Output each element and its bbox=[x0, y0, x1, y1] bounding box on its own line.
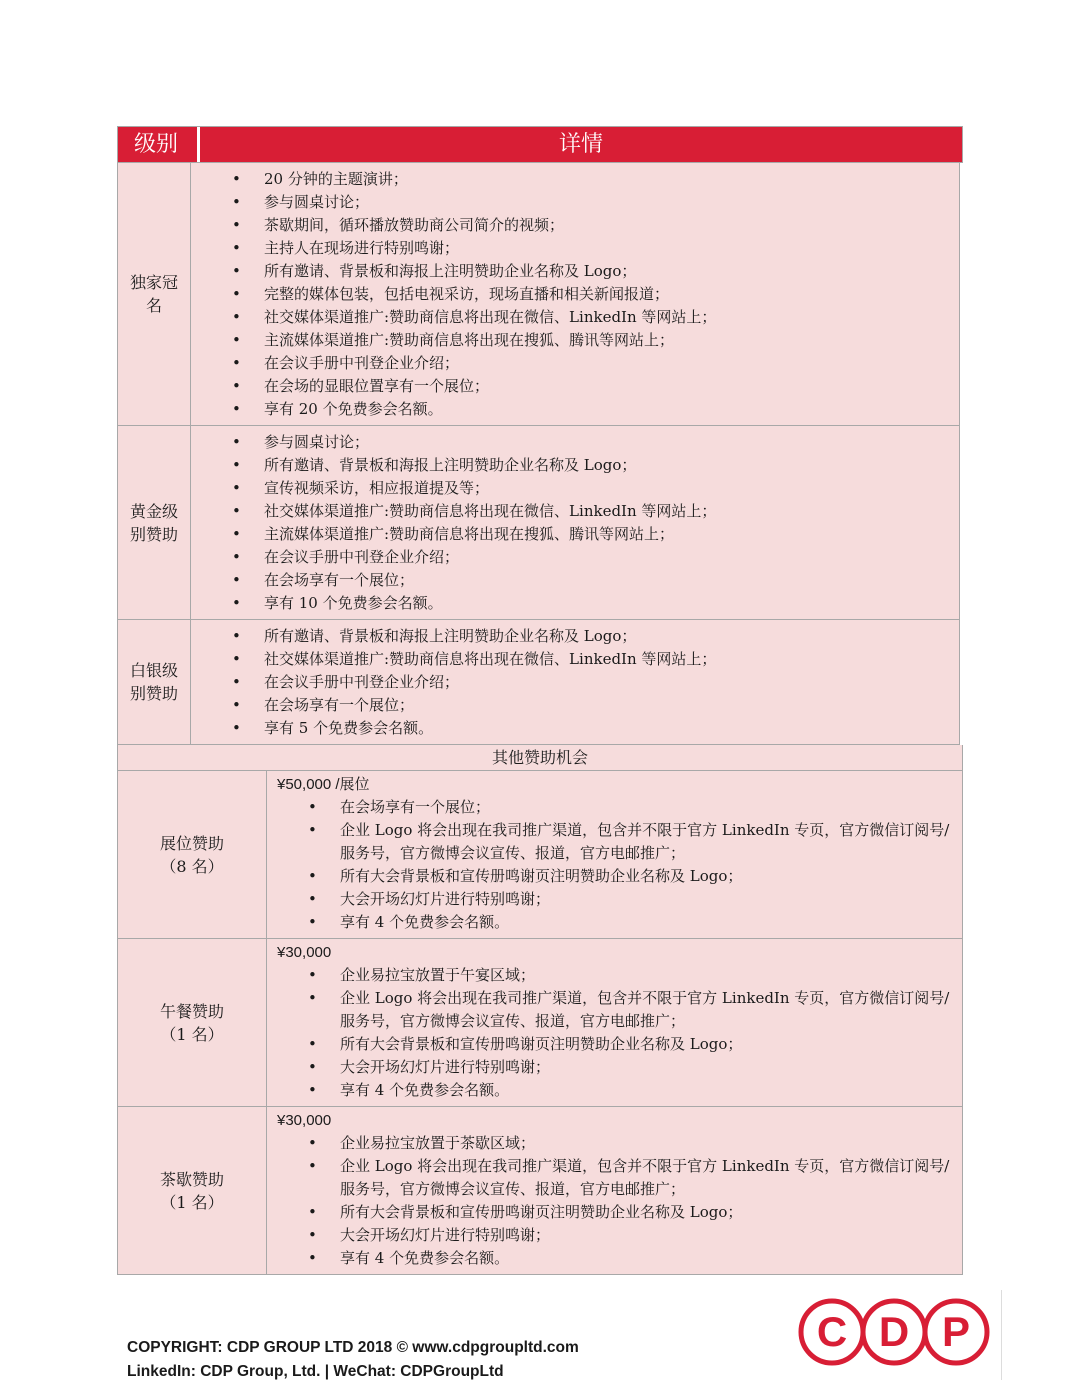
list-item: • 社交媒体渠道推广:赞助商信息将出现在微信、LinkedIn 等网站上； bbox=[264, 306, 959, 329]
tier-row-exclusive bbox=[117, 163, 960, 426]
opp-row-lunch bbox=[117, 939, 963, 1107]
other-opportunities-title: 其他赞助机会 bbox=[117, 745, 963, 771]
list-item: • 所有大会背景板和宣传册鸣谢页注明赞助企业名称及 Logo； bbox=[340, 865, 950, 888]
opp-count: （1 名） bbox=[160, 1192, 224, 1212]
opp-name: 茶歇赞助 bbox=[159, 1169, 224, 1189]
tier-row-gold bbox=[117, 426, 960, 620]
opp-name: 午餐赞助 bbox=[159, 1001, 224, 1021]
opp-body bbox=[267, 771, 962, 938]
tier-benefits bbox=[118, 620, 959, 744]
list-item: • 所有邀请、背景板和海报上注明赞助企业名称及 Logo； bbox=[264, 454, 959, 477]
opp-body bbox=[267, 1107, 962, 1274]
list-item: • 主持人在现场进行特别鸣谢； bbox=[264, 237, 959, 260]
list-item: • 主流媒体渠道推广:赞助商信息将出现在搜狐、腾讯等网站上； bbox=[264, 329, 959, 352]
list-item: • 企业 Logo 将会出现在我司推广渠道，包含并不限于官方 LinkedIn 专页，官方微信订阅号/服务号，官方微博会议宣传、报道，官方电邮推广； bbox=[340, 819, 950, 865]
list-item: • 社交媒体渠道推广:赞助商信息将出现在微信、LinkedIn 等网站上； bbox=[264, 500, 959, 523]
tier-label-text: 黄金级别赞助 bbox=[129, 501, 178, 544]
list-item: • 所有大会背景板和宣传册鸣谢页注明赞助企业名称及 Logo； bbox=[340, 1033, 950, 1056]
list-item: • 在会场享有一个展位； bbox=[264, 694, 959, 717]
header-detail: 详情 bbox=[558, 132, 603, 157]
opp-label-text bbox=[160, 1000, 224, 1046]
opp-label-text bbox=[160, 832, 224, 878]
opp-count: （1 名） bbox=[160, 1024, 224, 1044]
tier-label bbox=[118, 620, 191, 744]
logo-divider bbox=[1001, 1290, 1002, 1380]
opp-benefits bbox=[277, 964, 950, 1102]
opp-benefits bbox=[277, 1132, 950, 1270]
footer bbox=[127, 1336, 579, 1384]
opp-label-text bbox=[160, 1168, 224, 1214]
list-item: • 完整的媒体包装，包括电视采访，现场直播和相关新闻报道； bbox=[264, 283, 959, 306]
list-item: • 享有 4 个免费参会名额。 bbox=[340, 1079, 950, 1102]
opp-benefits bbox=[277, 796, 950, 934]
list-item: • 企业易拉宝放置于茶歇区域； bbox=[340, 1132, 950, 1155]
tier-benefits bbox=[118, 163, 959, 425]
list-item: • 享有 5 个免费参会名额。 bbox=[264, 717, 959, 740]
tier-label-text: 白银级别赞助 bbox=[129, 661, 178, 703]
tier-row-silver bbox=[117, 620, 960, 745]
opp-row-tea-break bbox=[117, 1107, 963, 1275]
list-item: • 大会开场幻灯片进行特别鸣谢； bbox=[340, 888, 950, 911]
opp-body bbox=[267, 939, 962, 1106]
social-line: LinkedIn: CDP Group, Ltd. | WeChat: CDPGroupLtd bbox=[127, 1363, 504, 1380]
list-item: • 在会场享有一个展位； bbox=[264, 569, 959, 592]
list-item: • 大会开场幻灯片进行特别鸣谢； bbox=[340, 1056, 950, 1079]
list-item: • 企业 Logo 将会出现在我司推广渠道，包含并不限于官方 LinkedIn 专页，官方微信订阅号/服务号，官方微博会议宣传、报道，官方电邮推广； bbox=[340, 1155, 950, 1201]
list-item: • 在会场享有一个展位； bbox=[340, 796, 950, 819]
header-level: 级别 bbox=[133, 132, 178, 157]
list-item: • 企业 Logo 将会出现在我司推广渠道，包含并不限于官方 LinkedIn 专页，官方微信订阅号/服务号，官方微博会议宣传、报道，官方电邮推广； bbox=[340, 987, 950, 1033]
logo-letter-p: P bbox=[941, 1308, 971, 1355]
opp-row-booth bbox=[117, 771, 963, 939]
list-item: • 享有 20 个免费参会名额。 bbox=[264, 398, 959, 421]
list-item: • 享有 4 个免费参会名额。 bbox=[340, 911, 950, 934]
opp-price: ¥30,000 bbox=[277, 944, 332, 961]
opp-label bbox=[118, 1107, 267, 1274]
list-item: • 参与圆桌讨论； bbox=[264, 191, 959, 214]
logo-letter-c: C bbox=[816, 1308, 848, 1355]
list-item: • 享有 4 个免费参会名额。 bbox=[340, 1247, 950, 1270]
list-item: • 在会议手册中刊登企业介绍； bbox=[264, 352, 959, 375]
tier-benefits bbox=[118, 426, 959, 619]
cdp-logo bbox=[797, 1297, 992, 1367]
list-item: • 所有邀请、背景板和海报上注明赞助企业名称及 Logo； bbox=[264, 625, 959, 648]
opp-name: 展位赞助 bbox=[159, 833, 224, 853]
tier-label-text: 独家冠名 bbox=[129, 273, 178, 315]
copyright-line: COPYRIGHT: CDP GROUP LTD 2018 © www.cdpgroupltd.com bbox=[127, 1339, 579, 1356]
list-item: • 在会议手册中刊登企业介绍； bbox=[264, 546, 959, 569]
opp-label bbox=[118, 939, 267, 1106]
list-item: • 茶歇期间，循环播放赞助商公司简介的视频； bbox=[264, 214, 959, 237]
opp-price: ¥30,000 bbox=[277, 1112, 332, 1129]
list-item: • 所有大会背景板和宣传册鸣谢页注明赞助企业名称及 Logo； bbox=[340, 1201, 950, 1224]
logo-letter-d: D bbox=[878, 1308, 910, 1355]
sponsorship-table bbox=[117, 126, 963, 1275]
list-item: • 企业易拉宝放置于午宴区域； bbox=[340, 964, 950, 987]
list-item: • 享有 10 个免费参会名额。 bbox=[264, 592, 959, 615]
list-item: • 在会议手册中刊登企业介绍； bbox=[264, 671, 959, 694]
list-item: • 社交媒体渠道推广:赞助商信息将出现在微信、LinkedIn 等网站上； bbox=[264, 648, 959, 671]
list-item: • 主流媒体渠道推广:赞助商信息将出现在搜狐、腾讯等网站上； bbox=[264, 523, 959, 546]
list-item: • 宣传视频采访，相应报道提及等； bbox=[264, 477, 959, 500]
opp-label bbox=[118, 771, 267, 938]
list-item: • 所有邀请、背景板和海报上注明赞助企业名称及 Logo； bbox=[264, 260, 959, 283]
tier-label bbox=[118, 163, 191, 425]
list-item: • 参与圆桌讨论； bbox=[264, 431, 959, 454]
table-header bbox=[117, 126, 963, 163]
opp-count: （8 名） bbox=[160, 856, 224, 876]
list-item: • 大会开场幻灯片进行特别鸣谢； bbox=[340, 1224, 950, 1247]
tier-label bbox=[118, 426, 191, 619]
list-item: • 20 分钟的主题演讲； bbox=[264, 168, 959, 191]
opp-price: ¥50,000 /展位 bbox=[277, 776, 370, 793]
list-item: • 在会场的显眼位置享有一个展位； bbox=[264, 375, 959, 398]
